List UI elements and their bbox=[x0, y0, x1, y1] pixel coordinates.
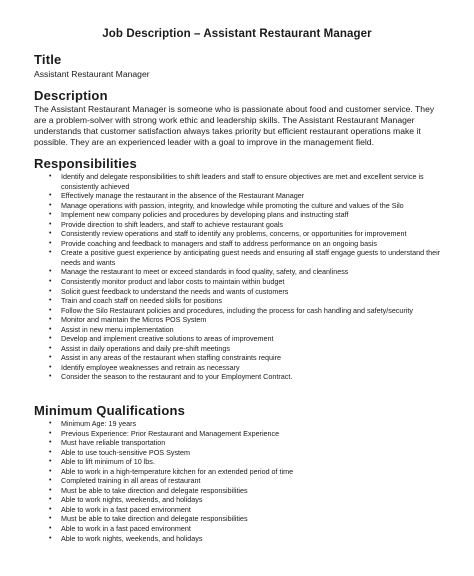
list-item bbox=[34, 448, 441, 458]
list-item bbox=[34, 467, 441, 477]
list-item-text: Manage the restaurant to meet or exceed standards in food quality, safety, and cleanliness bbox=[61, 267, 349, 277]
bullet-icon: • bbox=[49, 448, 52, 456]
list-item bbox=[34, 220, 441, 230]
bullet-icon: • bbox=[49, 230, 52, 238]
list-item-text: Must be able to take direction and delegate responsibilities bbox=[61, 514, 248, 524]
list-item-text: Assist in new menu implementation bbox=[61, 324, 174, 334]
list-item-text: Train and coach staff on needed skills for positions bbox=[61, 296, 223, 306]
list-item bbox=[34, 534, 441, 544]
qualifications-list bbox=[34, 419, 441, 543]
list-item-text: Develop and implement creative solutions to areas of improvement bbox=[61, 334, 274, 344]
bullet-icon: • bbox=[49, 373, 52, 381]
bullet-icon: • bbox=[49, 525, 52, 533]
list-item-text: Consistently review operations and staff to identify any problems, concerns, or opportunities for improvement bbox=[61, 229, 407, 239]
list-item bbox=[34, 287, 441, 297]
bullet-icon: • bbox=[49, 429, 52, 437]
list-item bbox=[34, 505, 441, 515]
list-item bbox=[34, 306, 441, 316]
responsibilities-list bbox=[34, 172, 441, 382]
qualifications-heading: Minimum Qualifications bbox=[34, 403, 186, 418]
list-item-text: Monitor and maintain the Micros POS System bbox=[61, 315, 207, 325]
bullet-icon: • bbox=[49, 486, 52, 494]
bullet-icon: • bbox=[49, 192, 52, 200]
list-item-text: Consistently monitor product and labor costs to maintain within budget bbox=[61, 277, 285, 287]
list-item-text: Must be able to take direction and delegate responsibilities bbox=[61, 485, 248, 495]
list-item bbox=[34, 239, 441, 249]
bullet-icon: • bbox=[49, 363, 52, 371]
title-heading: Title bbox=[34, 52, 62, 67]
bullet-icon: • bbox=[49, 211, 52, 219]
list-item bbox=[34, 363, 441, 373]
document-title: Job Description – Assistant Restaurant Manager bbox=[102, 28, 372, 40]
list-item bbox=[34, 201, 441, 211]
list-item-text: Provide direction to shift leaders, and staff to achieve restaurant goals bbox=[61, 219, 284, 229]
list-item bbox=[34, 438, 441, 448]
bullet-icon: • bbox=[49, 268, 52, 276]
list-item bbox=[34, 524, 441, 534]
list-item-text: Manage operations with passion, integrity, and knowledge while promoting the culture and values of the Silo bbox=[61, 200, 404, 210]
bullet-icon: • bbox=[49, 534, 52, 542]
bullet-icon: • bbox=[49, 287, 52, 295]
list-item bbox=[34, 248, 441, 267]
list-item-text: Able to work nights, weekends, and holidays bbox=[61, 533, 203, 543]
bullet-icon: • bbox=[49, 496, 52, 504]
list-item-text: Implement new company policies and procedures by developing plans and instructing staff bbox=[61, 210, 349, 220]
list-item bbox=[34, 372, 441, 382]
bullet-icon: • bbox=[49, 335, 52, 343]
bullet-icon: • bbox=[49, 220, 52, 228]
list-item bbox=[34, 476, 441, 486]
bullet-icon: • bbox=[49, 239, 52, 247]
list-item-text: Effectively manage the restaurant in the absence of the Restaurant Manager bbox=[61, 191, 305, 201]
list-item bbox=[34, 210, 441, 220]
bullet-icon: • bbox=[49, 477, 52, 485]
list-item bbox=[34, 315, 441, 325]
list-item bbox=[34, 419, 441, 429]
bullet-icon: • bbox=[49, 278, 52, 286]
bullet-icon: • bbox=[49, 439, 52, 447]
list-item-text: Create a positive guest experience by anticipating guest needs and ensuring all staff engage guests to understand their needs and wants bbox=[61, 248, 441, 267]
list-item-text: Assist in any areas of the restaurant when staffing constraints require bbox=[61, 353, 282, 363]
list-item bbox=[34, 514, 441, 524]
bullet-icon: • bbox=[49, 249, 52, 257]
description-text: The Assistant Restaurant Manager is someone who is passionate about food and customer service. They are a problem-solver with strong work ethic and leadership skills. The Assistant Restaurant Manager understands that customer satisfaction always takes priority but efficient restaurant operations make it possible. They are an experienced leader with a goal to improve in the management field. bbox=[34, 104, 435, 147]
bullet-icon: • bbox=[49, 173, 52, 180]
bullet-icon: • bbox=[49, 458, 52, 466]
description-heading: Description bbox=[34, 88, 108, 103]
list-item bbox=[34, 353, 441, 363]
list-item-text: Previous Experience: Prior Restaurant and Management Experience bbox=[61, 428, 280, 438]
list-item-text: Able to work in a high-temperature kitchen for an extended period of time bbox=[61, 466, 294, 476]
list-item bbox=[34, 457, 441, 467]
responsibilities-heading: Responsibilities bbox=[34, 156, 137, 171]
bullet-icon: • bbox=[49, 467, 52, 475]
bullet-icon: • bbox=[49, 201, 52, 209]
list-item-text: Able to use touch-sensitive POS System bbox=[61, 447, 191, 457]
list-item bbox=[34, 325, 441, 335]
list-item-text: Able to work in a fast paced environment bbox=[61, 504, 191, 514]
list-item bbox=[34, 296, 441, 306]
list-item-text: Minimum Age: 19 years bbox=[61, 419, 137, 428]
bullet-icon: • bbox=[49, 325, 52, 333]
list-item-text: Consider the season to the restaurant and to your Employment Contract. bbox=[61, 372, 293, 382]
list-item-text: Able to work nights, weekends, and holidays bbox=[61, 495, 203, 505]
bullet-icon: • bbox=[49, 354, 52, 362]
list-item-text: Assist in daily operations and daily pre-shift meetings bbox=[61, 343, 230, 353]
bullet-icon: • bbox=[49, 297, 52, 305]
list-item-text: Follow the Silo Restaurant policies and procedures, including the process for cash handling and safety/security bbox=[61, 305, 413, 315]
list-item bbox=[34, 229, 441, 239]
list-item-text: Solicit guest feedback to understand the needs and wants of customers bbox=[61, 286, 289, 296]
bullet-icon: • bbox=[49, 515, 52, 523]
title-text: Assistant Restaurant Manager bbox=[34, 69, 150, 79]
bullet-icon: • bbox=[49, 306, 52, 314]
bullet-icon: • bbox=[49, 344, 52, 352]
list-item bbox=[34, 267, 441, 277]
list-item bbox=[34, 334, 441, 344]
list-item-text: Completed training in all areas of restaurant bbox=[61, 476, 201, 486]
bullet-icon: • bbox=[49, 505, 52, 513]
list-item-text: Must have reliable transportation bbox=[61, 438, 166, 448]
list-item-text: Able to work in a fast paced environment bbox=[61, 524, 191, 534]
list-item-text: Identify and delegate responsibilities to shift leaders and staff to ensure objectives are met and excellent service is consistently achieved bbox=[61, 172, 424, 191]
list-item-text: Able to lift minimum of 10 lbs. bbox=[61, 457, 155, 467]
list-item-text: Identify employee weaknesses and retrain as necessary bbox=[61, 362, 240, 372]
bullet-icon: • bbox=[49, 420, 52, 427]
list-item bbox=[34, 172, 441, 191]
bullet-icon: • bbox=[49, 316, 52, 324]
list-item bbox=[34, 486, 441, 496]
list-item bbox=[34, 277, 441, 287]
list-item bbox=[34, 191, 441, 201]
list-item bbox=[34, 495, 441, 505]
list-item bbox=[34, 429, 441, 439]
list-item bbox=[34, 344, 441, 354]
list-item-text: Provide coaching and feedback to managers and staff to address performance on an ongoing basis bbox=[61, 238, 377, 248]
